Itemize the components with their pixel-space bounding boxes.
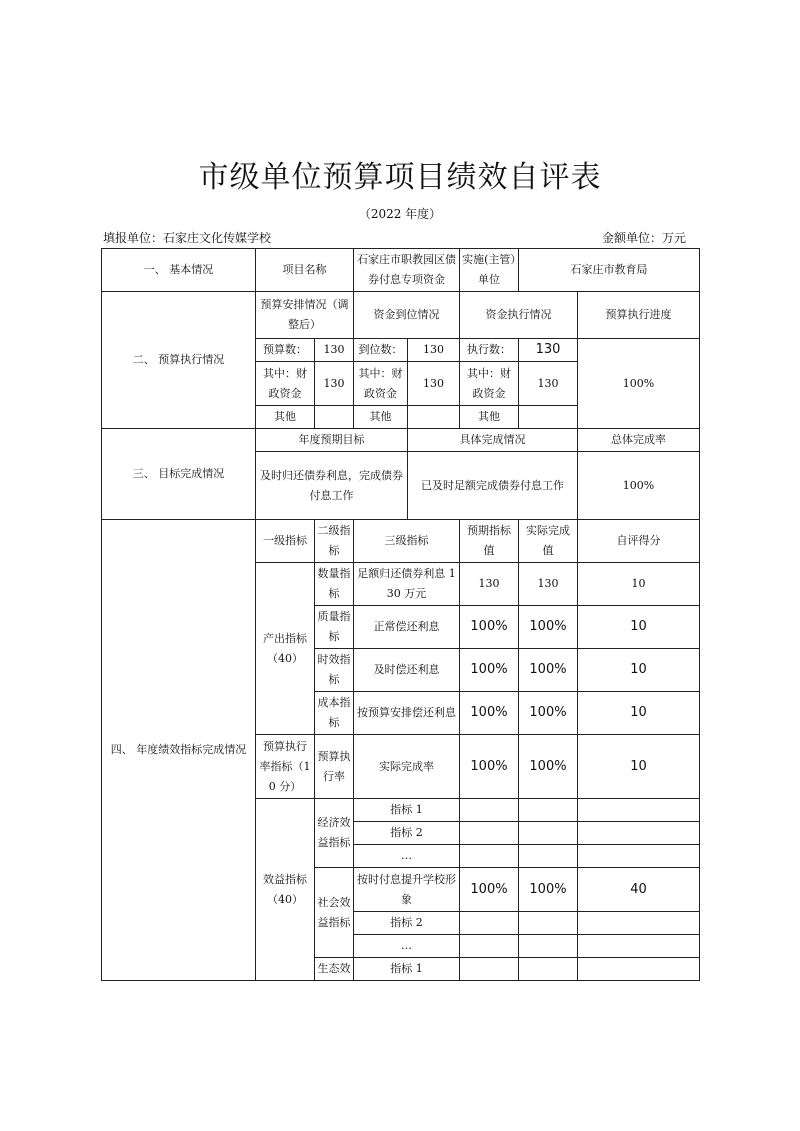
- econ-2-expected: [460, 822, 519, 845]
- expected-header: 预期指标值: [460, 520, 519, 563]
- econ-2-score: [578, 822, 700, 845]
- fin-arrival-value: 130: [408, 362, 460, 406]
- budget-value: 130: [315, 339, 354, 362]
- social-score: 40: [578, 868, 700, 912]
- table-row: [102, 429, 700, 452]
- quality-actual: 100%: [519, 606, 578, 649]
- benefit-indicator: 效益指标（40）: [256, 799, 315, 981]
- social-indicator: 社会效益指标: [315, 868, 354, 958]
- eco-1-expected: [460, 958, 519, 981]
- cost-item: 按预算安排偿还利息: [354, 692, 460, 735]
- quality-item: 正常偿还利息: [354, 606, 460, 649]
- fin-budget-value: 130: [315, 362, 354, 406]
- econ-item-more: …: [354, 845, 460, 868]
- section-goal-label: 三、 目标完成情况: [102, 429, 256, 520]
- social-2-actual: [519, 912, 578, 935]
- other-arrival-value: [408, 406, 460, 429]
- fin-exec-value: 130: [519, 362, 578, 406]
- social-2-score: [578, 912, 700, 935]
- econ-2-actual: [519, 822, 578, 845]
- goal-header: 年度预期目标: [256, 429, 408, 452]
- project-name: 石家庄市职教园区债券付息专项资金: [354, 249, 460, 292]
- quantity-score: 10: [578, 563, 700, 606]
- social-expected: 100%: [460, 868, 519, 912]
- table-row: [102, 292, 700, 339]
- impl-unit: 石家庄市教育局: [519, 249, 700, 292]
- money-unit: 金额单位：万元: [602, 231, 687, 245]
- econ-3-actual: [519, 845, 578, 868]
- quality-score: 10: [578, 606, 700, 649]
- other-exec-value: [519, 406, 578, 429]
- table-row: [102, 520, 700, 563]
- quantity-indicator: 数量指标: [315, 563, 354, 606]
- econ-1-expected: [460, 799, 519, 822]
- econ-1-actual: [519, 799, 578, 822]
- other-arrival-label: 其他: [354, 406, 408, 429]
- page-title: 市级单位预算项目绩效自评表: [198, 160, 602, 195]
- social-3-actual: [519, 935, 578, 958]
- exec-label: 执行数：: [460, 339, 519, 362]
- econ-1-score: [578, 799, 700, 822]
- eco-1-score: [578, 958, 700, 981]
- cost-score: 10: [578, 692, 700, 735]
- actual-header: 实际完成值: [519, 520, 578, 563]
- budget-exec-score: 10: [578, 735, 700, 799]
- social-3-score: [578, 935, 700, 958]
- economic-indicator: 经济效益指标: [315, 799, 354, 868]
- project-name-label: 项目名称: [256, 249, 354, 292]
- timeliness-actual: 100%: [519, 649, 578, 692]
- done-header: 具体完成情况: [408, 429, 578, 452]
- fin-exec-label: 其中：财政资金: [460, 362, 519, 406]
- evaluation-table: [101, 248, 700, 981]
- quantity-actual: 130: [519, 563, 578, 606]
- exec-value: 130: [519, 339, 578, 362]
- econ-item-2: 指标 2: [354, 822, 460, 845]
- timeliness-item: 及时偿还利息: [354, 649, 460, 692]
- quality-indicator: 质量指标: [315, 606, 354, 649]
- progress-value: 100%: [578, 339, 700, 429]
- budget-exec-item: 实际完成率: [354, 735, 460, 799]
- done-text: 已及时足额完成债券付息工作: [408, 452, 578, 520]
- filling-unit: 填报单位：石家庄文化传媒学校: [103, 231, 272, 245]
- budget-header: 预算安排情况（调整后）: [256, 292, 354, 339]
- exec-header: 资金执行情况: [460, 292, 578, 339]
- level2-header: 二级指标: [315, 520, 354, 563]
- econ-item-1: 指标 1: [354, 799, 460, 822]
- fin-arrival-label: 其中：财政资金: [354, 362, 408, 406]
- cost-actual: 100%: [519, 692, 578, 735]
- arrival-value: 130: [408, 339, 460, 362]
- social-item-1: 按时付息提升学校形象: [354, 868, 460, 912]
- econ-3-score: [578, 845, 700, 868]
- score-header: 自评得分: [578, 520, 700, 563]
- social-item-2: 指标 2: [354, 912, 460, 935]
- timeliness-score: 10: [578, 649, 700, 692]
- eco-item-1: 指标 1: [354, 958, 460, 981]
- report-year: （2022 年度）: [358, 207, 442, 221]
- social-2-expected: [460, 912, 519, 935]
- arrival-header: 资金到位情况: [354, 292, 460, 339]
- section-perf-label: 四、 年度绩效指标完成情况: [102, 520, 256, 981]
- quantity-expected: 130: [460, 563, 519, 606]
- progress-header: 预算执行进度: [578, 292, 700, 339]
- rate-value: 100%: [578, 452, 700, 520]
- section-budget-label: 二、 预算执行情况: [102, 292, 256, 429]
- budget-exec-actual: 100%: [519, 735, 578, 799]
- goal-text: 及时归还债券利息，完成债券付息工作: [256, 452, 408, 520]
- section-basic-label: 一、 基本情况: [102, 249, 256, 292]
- rate-header: 总体完成率: [578, 429, 700, 452]
- budget-exec-expected: 100%: [460, 735, 519, 799]
- budget-exec-level2: 预算执行率: [315, 735, 354, 799]
- cost-expected: 100%: [460, 692, 519, 735]
- arrival-label: 到位数：: [354, 339, 408, 362]
- budget-label: 预算数：: [256, 339, 315, 362]
- fin-budget-label: 其中：财政资金: [256, 362, 315, 406]
- eco-1-actual: [519, 958, 578, 981]
- other-budget-value: [315, 406, 354, 429]
- other-budget-label: 其他: [256, 406, 315, 429]
- social-3-expected: [460, 935, 519, 958]
- budget-exec-indicator: 预算执行率指标（10 分）: [256, 735, 315, 799]
- level1-header: 一级指标: [256, 520, 315, 563]
- social-item-more: …: [354, 935, 460, 958]
- quality-expected: 100%: [460, 606, 519, 649]
- quantity-item: 足额归还债券利息 130 万元: [354, 563, 460, 606]
- ecological-indicator: 生态效: [315, 958, 354, 981]
- timeliness-indicator: 时效指标: [315, 649, 354, 692]
- timeliness-expected: 100%: [460, 649, 519, 692]
- level3-header: 三级指标: [354, 520, 460, 563]
- social-actual: 100%: [519, 868, 578, 912]
- output-indicator: 产出指标（40）: [256, 563, 315, 735]
- impl-unit-label: 实施(主管）单位: [460, 249, 519, 292]
- table-row: [102, 249, 700, 292]
- other-exec-label: 其他: [460, 406, 519, 429]
- econ-3-expected: [460, 845, 519, 868]
- cost-indicator: 成本指标: [315, 692, 354, 735]
